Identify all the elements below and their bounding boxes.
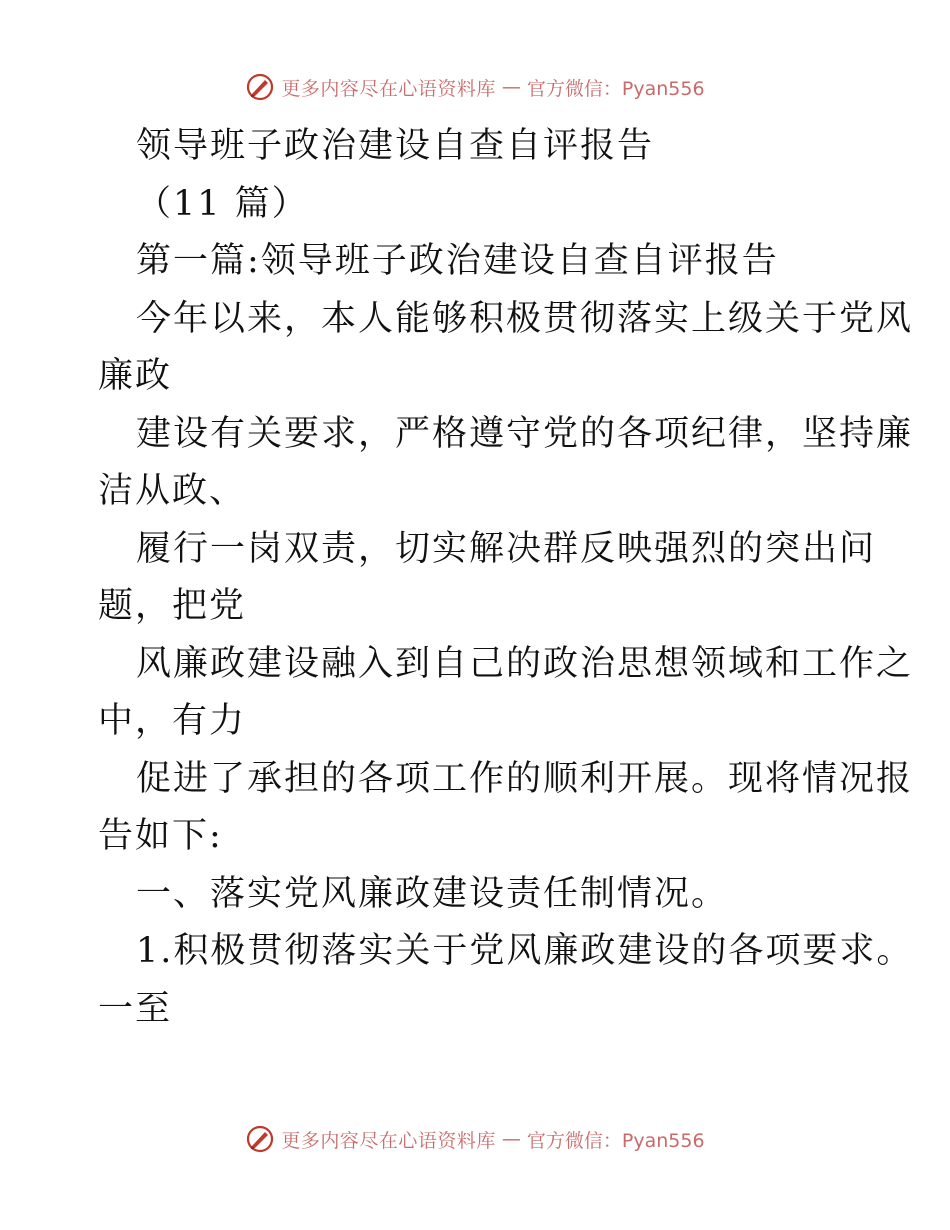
- header-watermark: [0, 72, 950, 102]
- section-heading-1: 一、落实党风廉政建设责任制情况。: [136, 873, 729, 914]
- watermark-text: 更多内容尽在心语资料库: [281, 77, 496, 100]
- pen-circle-logo-icon: [245, 72, 275, 102]
- watermark-separator: —: [501, 76, 521, 98]
- paragraph-line: 题，把党: [98, 586, 247, 626]
- paragraph-line: 风廉政建设融入到自己的政治思想领域和工作之: [136, 643, 914, 684]
- watermark-suffix: 官方微信：Pyan556: [526, 1129, 705, 1152]
- paragraph-line: 今年以来，本人能够积极贯彻落实上级关于党风: [136, 298, 914, 339]
- paragraph-line: 洁从政、: [98, 471, 247, 511]
- pen-circle-logo-icon: [245, 1124, 275, 1154]
- document-body: [98, 118, 914, 1038]
- paragraph-line: 告如下:: [98, 816, 223, 856]
- paragraph-line: 中，有力: [98, 701, 247, 741]
- paragraph-line: 建设有关要求，严格遵守党的各项纪律，坚持廉: [136, 413, 914, 454]
- paragraph-line: 廉政: [98, 356, 173, 396]
- watermark-separator: —: [501, 1128, 521, 1150]
- paragraph-line: 一至: [98, 988, 173, 1029]
- numbered-item-1: 1.积极贯彻落实关于党风廉政建设的各项要求。: [136, 931, 914, 971]
- section-heading: 第一篇:领导班子政治建设自查自评报告: [136, 241, 779, 281]
- footer-watermark: [0, 1124, 950, 1154]
- watermark-suffix: 官方微信：Pyan556: [526, 77, 705, 100]
- watermark-text: 更多内容尽在心语资料库: [281, 1129, 496, 1152]
- paragraph-line: 促进了承担的各项工作的顺利开展。现将情况报: [136, 758, 914, 799]
- document-title: 领导班子政治建设自查自评报告: [136, 126, 655, 166]
- paragraph-line: 履行一岗双责，切实解决群反映强烈的突出问: [136, 528, 877, 569]
- document-subtitle: （11 篇）: [136, 183, 309, 224]
